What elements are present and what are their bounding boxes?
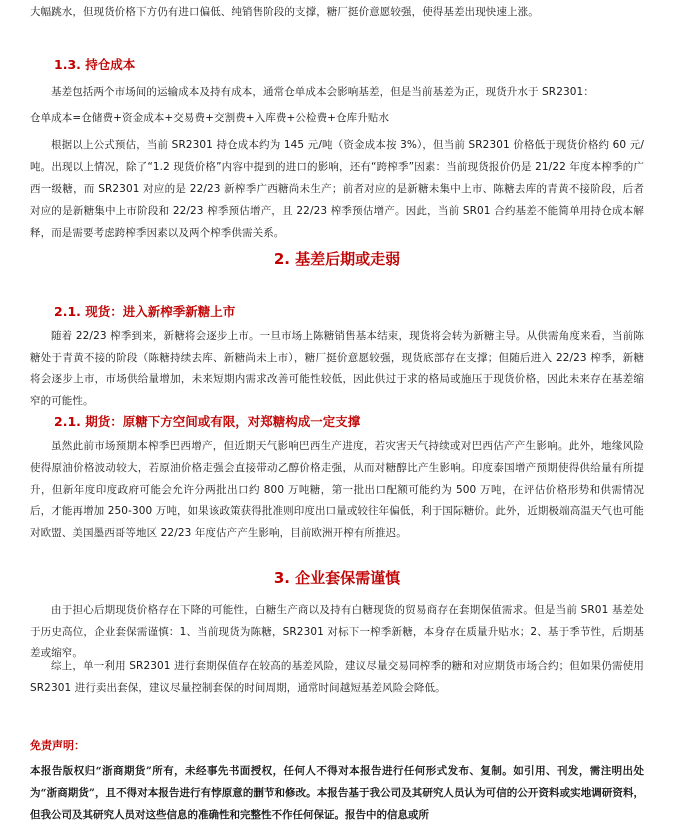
paragraph-spot: 随着 22/23 榨季到来，新糖将会逐步上市。一旦市场上陈糖销售基本结束，现货将会转为新糖主导。从供需角度来看，当前陈糖处于青黄不接的阶段（陈糖持续去库、新糖尚未上市），糖厂挺价意愿较强，现货底部存在支撑；但随后进入 22/23 榨季，新糖将会逐步上市，市场供给量增加，未来短期内需求改善可能性较低，因此供过于求的格局或施压于现货价格，因此未来存在基差缩窄的可能性。 [30,330,644,407]
section-heading-2: 2. 基差后期或走弱 [273,250,401,268]
paragraph-futures: 虽然此前市场预期本榨季巴西增产，但近期天气影响巴西生产进度，若灾害天气持续或对巴西估产产生影响。此外，地缘风险使得原油价格波动较大，若原油价格走强会直接带动乙醇价格走强，从而对糖醇比产生影响。印度泰国增产预期使得供给量有所提升，但新年度印度政府可能会允许分两批出口约 800 万吨糖，第一批出口配额可能约为 500 万吨，在评估价格形势和供需情况后，才能再增加 250-300 万吨，如果该政策获得批准则印度出口量或较往年偏低，利于国际糖价。此外，近期极端高温天气也可能对欧盟、美国墨西哥等地区 22/23 年度估产产生影响，目前欧洲开榨有所推迟。 [30,440,644,540]
paragraph-estimate: 根据以上公式预估，当前 SR2301 持仓成本约为 145 元/吨（资金成本按 3%），但当前 SR2301 价格低于现货价格约 60 元/吨。出现以上情况，除了“1.2 现货价格”内容中提到的进口的影响，还有“跨榨季”因素：当前现货报价仍是 21/22 年度本榨季的广西一级糖，而 SR2301 对应的是 22/23 新榨季广西糖尚未生产；前者对应的是新糖未集中上市、陈糖去库的青黄不接阶段，后者对应的是新糖集中上市阶段和 22/23 榨季预估增产，且 22/23 榨季预估增产。因此，当前 SR01 合约基差不能简单用持仓成本解释，而是需要考虑跨榨季因素以及两个榨季供需关系。 [30,139,644,239]
paragraph-summary: 综上，单一利用 SR2301 进行套期保值存在较高的基差风险，建议尽量交易同榨季的糖和对应期货市场合约；但如果仍需使用 SR2301 进行卖出套保，建议尽量控制套保的时间周期，通常时间越短基差风险会降低。 [30,660,644,694]
disclaimer-text: 本报告版权归“浙商期货”所有，未经事先书面授权，任何人不得对本报告进行任何形式发布、复制。如引用、刊发，需注明出处为“浙商期货”，且不得对本报告进行有悖原意的删节和修改。本报告基于我公司及其研究人员认为可信的公开资料或实地调研资料，但我公司及其研究人员对这些信息的准确性和完整性不作任何保证。报告中的信息或所 [30,765,644,821]
section-heading-2-1-futures: 2.1. 期货：原糖下方空间或有限，对郑糖构成一定支撑 [54,414,361,429]
intro-paragraph: 大幅跳水，但现货价格下方仍有进口偏低、纯销售阶段的支撑，糖厂挺价意愿较强，使得基差出现快速上涨。 [30,6,539,18]
paragraph-hedging: 由于担心后期现货价格存在下降的可能性，白糖生产商以及持有白糖现货的贸易商存在套期保值需求。但是当前 SR01 基差处于历史高位，企业套保需谨慎：1、当前现货为陈糖，SR2301 对标下一榨季新糖，本身存在质量升贴水；2、基于季节性，后期基差或缩窄。 [30,604,644,659]
section-heading-1-3: 1.3. 持仓成本 [54,57,136,72]
paragraph-formula: 仓单成本=仓储费+资金成本+交易费+交割费+入库费+公检费+仓库升贴水 [30,112,390,124]
section-heading-3: 3. 企业套保需谨慎 [273,569,401,587]
section-heading-2-1-spot: 2.1. 现货：进入新榨季新糖上市 [54,304,236,319]
paragraph-basis-cost: 基差包括两个市场间的运输成本及持有成本，通常仓单成本会影响基差，但是当前基差为正，现货升水于 SR2301： [51,86,594,98]
disclaimer-title: 免责声明： [30,739,85,752]
